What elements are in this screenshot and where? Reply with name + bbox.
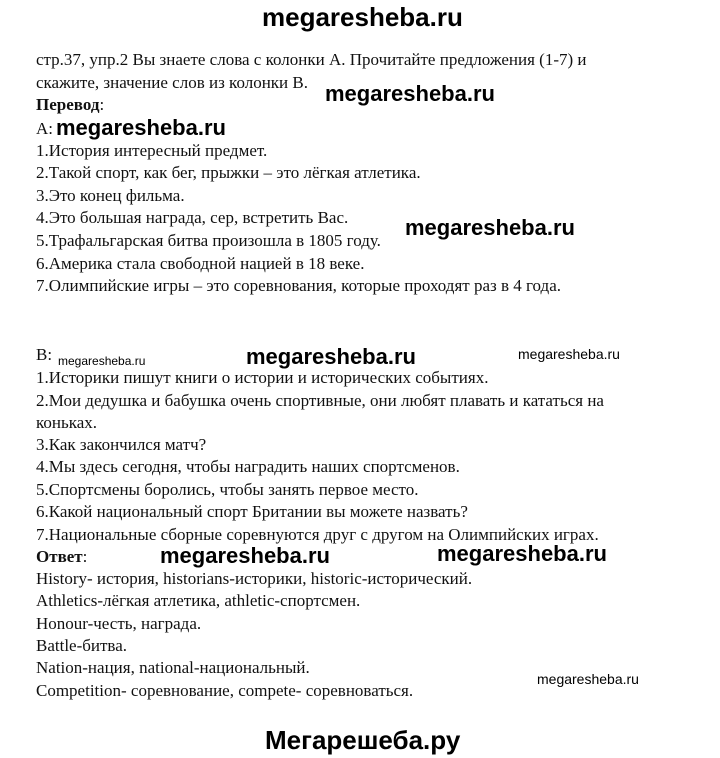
column-b-item-2-cont: коньках. xyxy=(36,413,98,432)
answer-label: Ответ xyxy=(36,547,83,566)
column-a-item-6: 6.Америка стала свободной нацией в 18 веке. xyxy=(36,254,365,273)
task-line-1: стр.37, упр.2 Вы знаете слова с колонки А. Прочитайте предложения (1-7) и xyxy=(36,50,587,69)
answer-line-4: Battle-битва. xyxy=(36,636,128,655)
translation-label: Перевод xyxy=(36,95,100,114)
column-b-item-7: 7.Национальные сборные соревнуются друг с другом на Олимпийских играх. xyxy=(36,525,599,544)
translation-colon: : xyxy=(99,95,105,114)
column-b-item-2: 2.Мои дедушка и бабушка очень спортивные, они любят плавать и кататься на xyxy=(36,391,604,410)
column-a-item-1: 1.История интересный предмет. xyxy=(36,141,268,160)
task-line-2: скажите, значение слов из колонки В. xyxy=(36,73,308,92)
watermark-inline-1: megaresheba.ru xyxy=(325,81,495,106)
column-a-label: А: xyxy=(36,119,53,138)
answer-line-5: Nation-нация, national-национальный. xyxy=(36,658,310,677)
answer-line-1: History- история, historians-историки, historic-исторический. xyxy=(36,569,473,588)
answer-colon: : xyxy=(82,547,88,566)
watermark-inline-2: megaresheba.ru xyxy=(56,115,226,140)
watermark-inline-5: megaresheba.ru xyxy=(160,543,330,568)
watermark-footer: Мегарешеба.ру xyxy=(265,725,461,755)
watermark-top: megaresheba.ru xyxy=(262,2,463,32)
answer-line-3: Honour-честь, награда. xyxy=(36,614,202,633)
watermark-inline-4: megaresheba.ru xyxy=(246,344,416,369)
column-b-item-5: 5.Спортсмены боролись, чтобы занять первое место. xyxy=(36,480,419,499)
column-b-item-4: 4.Мы здесь сегодня, чтобы наградить наших спортсменов. xyxy=(36,457,460,476)
translation-heading xyxy=(36,94,104,116)
watermark-small-right: megaresheba.ru xyxy=(518,346,620,362)
watermark-inline-3: megaresheba.ru xyxy=(405,215,575,240)
column-a-item-4: 4.Это большая награда, сер, встретить Вас. xyxy=(36,208,349,227)
answer-line-6: Competition- соревнование, compete- соревноваться. xyxy=(36,681,414,700)
column-b-item-1: 1.Историки пишут книги о истории и исторических событиях. xyxy=(36,368,489,387)
column-a-item-3: 3.Это конец фильма. xyxy=(36,186,185,205)
watermark-inline-6: megaresheba.ru xyxy=(437,541,607,566)
answer-heading xyxy=(36,546,87,568)
column-a-item-7: 7.Олимпийские игры – это соревнования, которые проходят раз в 4 года. xyxy=(36,276,561,295)
column-b-item-6: 6.Какой национальный спорт Британии вы можете назвать? xyxy=(36,502,468,521)
watermark-small-bottom: megaresheba.ru xyxy=(537,671,639,687)
column-a-item-5: 5.Трафальгарская битва произошла в 1805 году. xyxy=(36,231,381,250)
column-b-item-3: 3.Как закончился матч? xyxy=(36,435,207,454)
answer-line-2: Athletics-лёгкая атлетика, athletic-спортсмен. xyxy=(36,591,361,610)
watermark-small-left: megaresheba.ru xyxy=(58,354,146,368)
column-b-label: В: xyxy=(36,345,53,364)
column-a-item-2: 2.Такой спорт, как бег, прыжки – это лёгкая атлетика. xyxy=(36,163,421,182)
